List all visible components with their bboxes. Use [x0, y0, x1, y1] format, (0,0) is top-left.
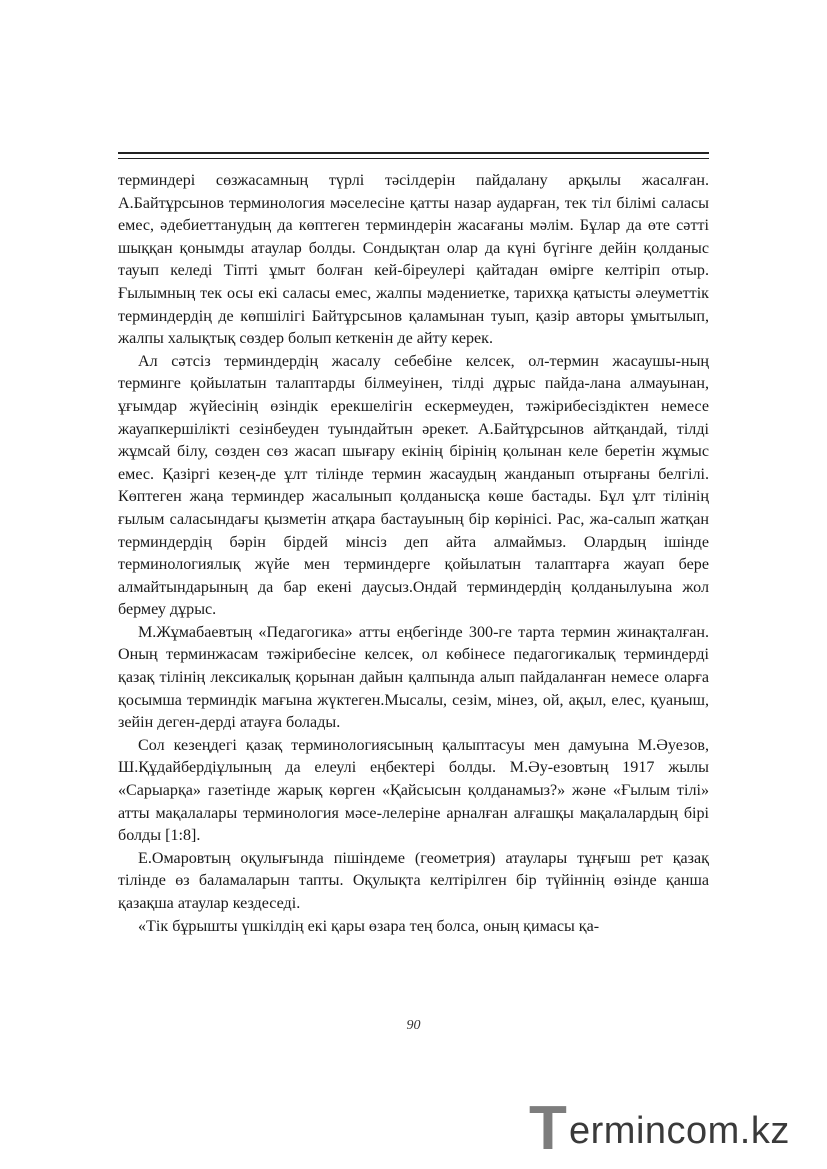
logo-initial: T	[529, 1094, 567, 1163]
termincom-logo	[525, 1094, 820, 1163]
header-rule-thick	[118, 152, 709, 154]
paragraph-6: «Тік бұрышты үшкілдің екі қары өзара тең болса, оның қимасы қа-	[138, 917, 600, 935]
page-number: 90	[406, 1018, 421, 1033]
page-body	[118, 170, 709, 938]
paragraph-4: Сол кезеңдегі қазақ терминологиясының қалыптасуы мен дамуына М.Әуезов, Ш.Құдайбердіұлының да елеулі еңбектері болды. М.Әу-езовтың 1917 жылы «Сарыарқа» газетінде жарық көрген «Қайсысын қолданамыз?» және «Ғылым тілі» атты мақалалары терминология мәсе-лелеріне арналған алғашқы мақалалардың бірі болды [1:8].	[118, 736, 709, 845]
logo-text: ermincom.kz	[569, 1110, 790, 1152]
header-rule-thin	[118, 158, 709, 159]
paragraph-1: терминдері сөзжасамның түрлі тәсілдерін пайдалану арқылы жасалған. А.Байтұрсынов терминология мәселесіне қатты назар аударған, тек тіл білімі саласы емес, әдебиеттанудың да көптеген терминдерін жасағаны мәлім. Бұлар да өте сәтті шыққан қонымды атаулар болды. Сондықтан олар да күні бүгінге дейін қолданыс тауып келеді Тіпті ұмыт болған кей-біреулері қайтадан өмірге келтіріп отыр. Ғылымның тек осы екі саласы емес, жалпы мәдениетке, тарихқа қатысты әлеуметтік терминдердің де көпшілігі Байтұрсынов қаламынан туып, қазір авторы ұмытылып, жалпы халықтық сөздер болып кеткенін де айту керек.	[118, 172, 709, 348]
paragraph-2: Ал сәтсіз терминдердің жасалу себебіне келсек, ол-термин жасаушы-ның терминге қойылатын талаптарды білмеуінен, тілді дұрыс пайда-лана алмауынан, ұғымдар жүйесінің өзіндік ерекшелігін ескермеуден, тәжірибесіздіктен немесе жауапкершілікті сезінбеуден туындайтын әрекет. А.Байтұрсынов айтқандай, тілді жұмсай білу, сөзден сөз жасап шығару екінің бірінің қолынан келе беретін жұмыс емес. Қазіргі кезең-де ұлт тілінде термин жасаудың жанданып отырғаны белгілі. Көптеген жаңа терминдер жасалынып қолданысқа көше бастады. Бұл ұлт тілінің ғылым саласындағы қызметін атқара бастауының бір көрінісі. Рас, жа-салып жатқан терминдердің бәрін бірдей мінсіз деп айта алмаймыз. Олардың ішінде терминологиялық жүйе мен терминдерге қойылатын талаптарға жауап бере алмайтындарының да бар екені даусыз.Ондай терминдердің қолданылуына жол бермеу дұрыс.	[118, 352, 709, 619]
paragraph-3: М.Жұмабаевтың «Педагогика» атты еңбегінде 300-ге тарта термин жинақталған. Оның терминжасам тәжірибесіне келсек, ол көбінесе педагогикалық терминдерді қазақ тілінің лексикалық қорынан дайын қалпында алып пайдаланған немесе оларға қосымша терминдік мағына жүктеген.Мысалы, сезім, мінез, ой, ақыл, елес, қуаныш, зейін деген-дерді атауға болады.	[118, 623, 709, 732]
paragraph-5: Е.Омаровтың оқулығында пішіндеме (геометрия) атаулары тұңғыш рет қазақ тілінде өз баламаларын тапты. Оқулықта келтірілген бір түйіннің өзінде қанша қазақша атаулар кездеседі.	[118, 849, 709, 912]
